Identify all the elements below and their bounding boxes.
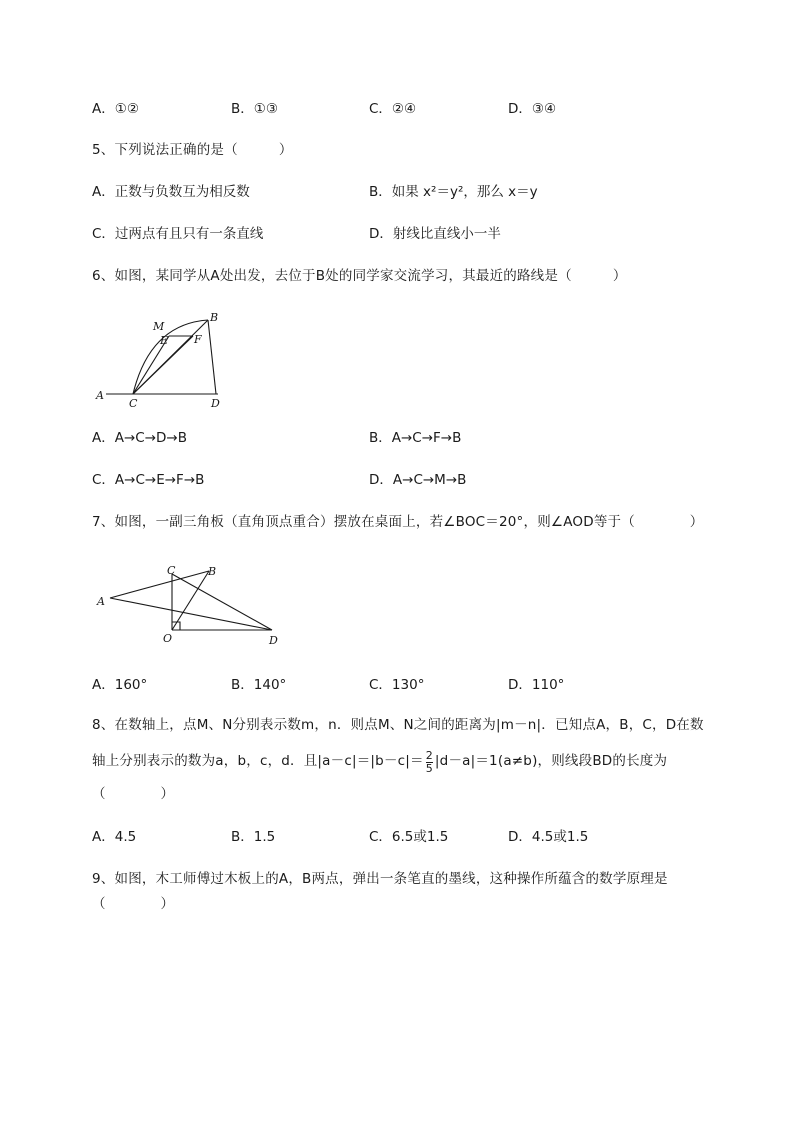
q8-option-a[interactable]: A．4.5 — [92, 829, 137, 845]
q7-option-b[interactable]: B．140° — [231, 677, 287, 693]
q6-label-e: E — [160, 334, 169, 347]
q7-label-b: B — [208, 565, 217, 578]
q7-option-d[interactable]: D．110° — [508, 677, 565, 693]
q5-option-a[interactable]: A．正数与负数互为相反数 — [92, 184, 250, 200]
q5-stem: 5、下列说法正确的是（ ） — [92, 142, 293, 158]
q6-line-bd — [208, 320, 216, 394]
q6-label-a: A — [96, 389, 104, 402]
q6-label-f: F — [194, 333, 202, 346]
q8-line-3: （ ） — [92, 786, 175, 802]
q8-fraction-den: 5 — [425, 761, 433, 775]
q6-figure — [92, 306, 232, 410]
q7-label-c: C — [167, 564, 176, 577]
q8-fraction — [426, 750, 433, 774]
q8-option-c[interactable]: C．6.5或1.5 — [369, 829, 449, 845]
q7-line-ad — [110, 598, 272, 630]
q8-line-2-pre: 轴上分别表示的数为a，b，c，d．且|a－c|＝|b－c|＝ — [92, 753, 424, 770]
q4-option-a[interactable]: A．①② — [92, 101, 139, 117]
q6-stem: 6、如图，某同学从A处出发，去位于B处的同学家交流学习，其最近的路线是（ ） — [92, 268, 627, 284]
q7-label-o: O — [163, 632, 173, 645]
q8-line-2 — [92, 750, 667, 774]
q5-option-d[interactable]: D．射线比直线小一半 — [369, 226, 501, 242]
q8-option-b[interactable]: B．1.5 — [231, 829, 276, 845]
q5-option-c[interactable]: C．过两点有且只有一条直线 — [92, 226, 264, 242]
q7-label-a: A — [97, 595, 105, 608]
q6-option-d[interactable]: D．A→C→M→B — [369, 472, 467, 488]
q4-option-b[interactable]: B．①③ — [231, 101, 278, 117]
q6-label-d: D — [211, 397, 220, 410]
q8-option-d[interactable]: D．4.5或1.5 — [508, 829, 589, 845]
q7-line-cd — [172, 574, 272, 630]
q6-label-b: B — [210, 311, 219, 324]
q6-option-a[interactable]: A．A→C→D→B — [92, 430, 187, 446]
q8-fraction-num: 2 — [425, 749, 433, 762]
q6-label-m: M — [153, 320, 165, 333]
q7-option-a[interactable]: A．160° — [92, 677, 148, 693]
q9-line-2: （ ） — [92, 896, 175, 912]
q7-figure — [92, 560, 292, 648]
q7-option-c[interactable]: C．130° — [369, 677, 425, 693]
q9-line-1: 9、如图，木工师傅过木板上的A，B两点，弹出一条笔直的墨线，这种操作所蕴含的数学原理是 — [92, 871, 668, 887]
q7-label-d: D — [269, 634, 278, 647]
q5-option-b[interactable]: B．如果 x²＝y²，那么 x＝y — [369, 184, 538, 200]
q4-option-c[interactable]: C．②④ — [369, 101, 417, 117]
q8-line-2-post: |d－a|＝1(a≠b)，则线段BD的长度为 — [434, 753, 668, 770]
q6-option-b[interactable]: B．A→C→F→B — [369, 430, 462, 446]
q6-label-c: C — [129, 397, 138, 410]
q8-line-1: 8、在数轴上，点M、N分别表示数m，n．则点M、N之间的距离为|m－n|．已知点A，B，C，D在数 — [92, 717, 704, 733]
q4-option-d[interactable]: D．③④ — [508, 101, 557, 117]
q7-stem: 7、如图，一副三角板（直角顶点重合）摆放在桌面上，若∠BOC＝20°，则∠AOD等于（ ） — [92, 514, 704, 530]
q6-option-c[interactable]: C．A→C→E→F→B — [92, 472, 205, 488]
